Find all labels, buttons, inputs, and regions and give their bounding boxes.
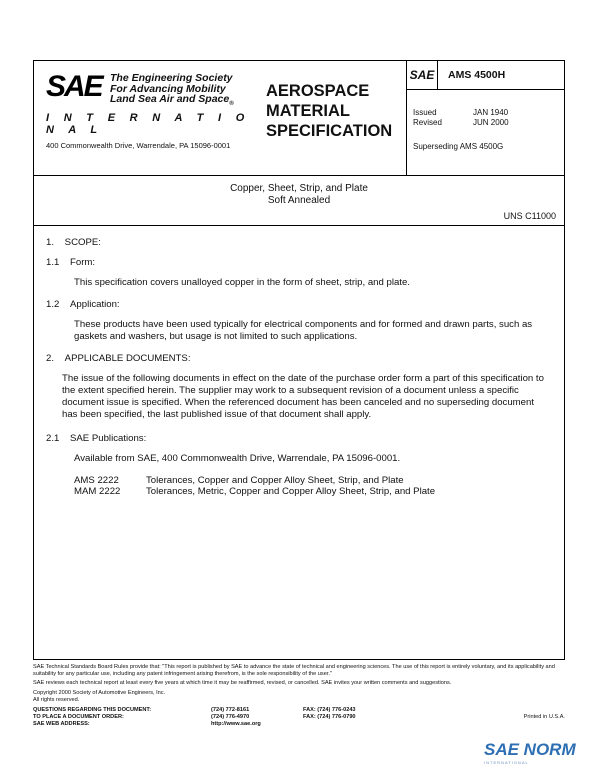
contact-grid: QUESTIONS REGARDING THIS DOCUMENT: TO PLACE A DOCUMENT ORDER: SAE WEB ADDRESS: (724) 772-8161 (724) 776-4970 http://www.sae.org FAX: (724) 776-0243 FAX: (724) 776-0790 — [33, 707, 356, 728]
copyright: Copyright 2000 Society of Automotive Engineers, Inc. — [33, 689, 166, 696]
sae-logo-block — [46, 70, 271, 150]
uns-number: UNS C11000 — [503, 211, 556, 221]
document-body — [46, 237, 552, 497]
issued-row: Issued JAN 1940 — [413, 108, 509, 117]
reference-item: AMS 2222 Tolerances, Copper and Copper Alloy Sheet, Strip, and Plate — [74, 475, 404, 486]
sae-mini-logo-icon: SAE — [407, 61, 438, 89]
document-title: AEROSPACE MATERIAL SPECIFICATION — [266, 82, 393, 140]
printed-in: Printed in U.S.A. — [523, 714, 565, 720]
document-frame — [33, 60, 565, 660]
header — [34, 61, 564, 176]
paragraph: The issue of the following documents in effect on the date of the purchase order form a part of this specification to the extent specified herein. The supplier may work to a subsequent revision of a document unless a specific document issue is specified. When the referenced document has been canceled and no superseding document has been specified, the last published issue of that document shall apply. — [62, 373, 544, 420]
document-subject: Copper, Sheet, Strip, and Plate Soft Annealed — [230, 183, 368, 206]
ams-number: AMS 4500H — [448, 69, 506, 81]
section-divider — [34, 225, 564, 226]
section-heading: 1. SCOPE: — [46, 237, 101, 248]
reference-item: MAM 2222 Tolerances, Metric, Copper and Copper Alloy Sheet, Strip, and Plate — [74, 486, 436, 497]
sae-logo: SAE — [46, 70, 102, 103]
section-heading: 2. APPLICABLE DOCUMENTS: — [46, 353, 191, 364]
subsection-heading: 1.1 Form: — [46, 257, 96, 268]
sae-norm-logo: SAE NORM INTERNATIONAL — [484, 740, 576, 765]
subsection-heading: 2.1 SAE Publications: — [46, 433, 147, 444]
paragraph: These products have been used typically for electrical components and for formed and drawn parts, such as gaskets and washers, but usage is not limited to such applications. — [74, 319, 533, 342]
footer-review-note: SAE reviews each technical report at least every five years at which time it may be reaffirmed, revised, or cancelled. SAE invites your written comments and suggestions. — [33, 680, 452, 687]
footer-disclaimer: SAE Technical Standards Board Rules provide that: "This report is published by SAE to advance the state of technical and engineering sciences. The use of this report is entirely voluntary, and its applicability and suitability for any particular use, including any patent infringement arising therefrom, is the sole responsibility of the user." — [33, 664, 555, 678]
subsection-heading: 1.2 Application: — [46, 299, 120, 310]
international-label: I N T E R N A T I O N A L — [46, 111, 251, 136]
footer — [33, 664, 565, 729]
web-link[interactable]: http://www.sae.org — [211, 721, 261, 728]
paragraph: This specification covers unalloyed copper in the form of sheet, strip, and plate. — [74, 277, 410, 288]
sae-address: 400 Commonwealth Drive, Warrendale, PA 15096-0001 — [46, 140, 231, 150]
superseding-row: Superseding AMS 4500G — [413, 142, 504, 151]
paragraph: Available from SAE, 400 Commonwealth Drive, Warrendale, PA 15096-0001. — [74, 453, 401, 464]
revised-row: Revised JUN 2000 — [413, 118, 509, 127]
tagline: The Engineering Society For Advancing Mobility Land Sea Air and Space$_®$ — [110, 72, 234, 108]
document-info — [406, 61, 565, 175]
rights: All rights reserved. — [33, 696, 80, 703]
